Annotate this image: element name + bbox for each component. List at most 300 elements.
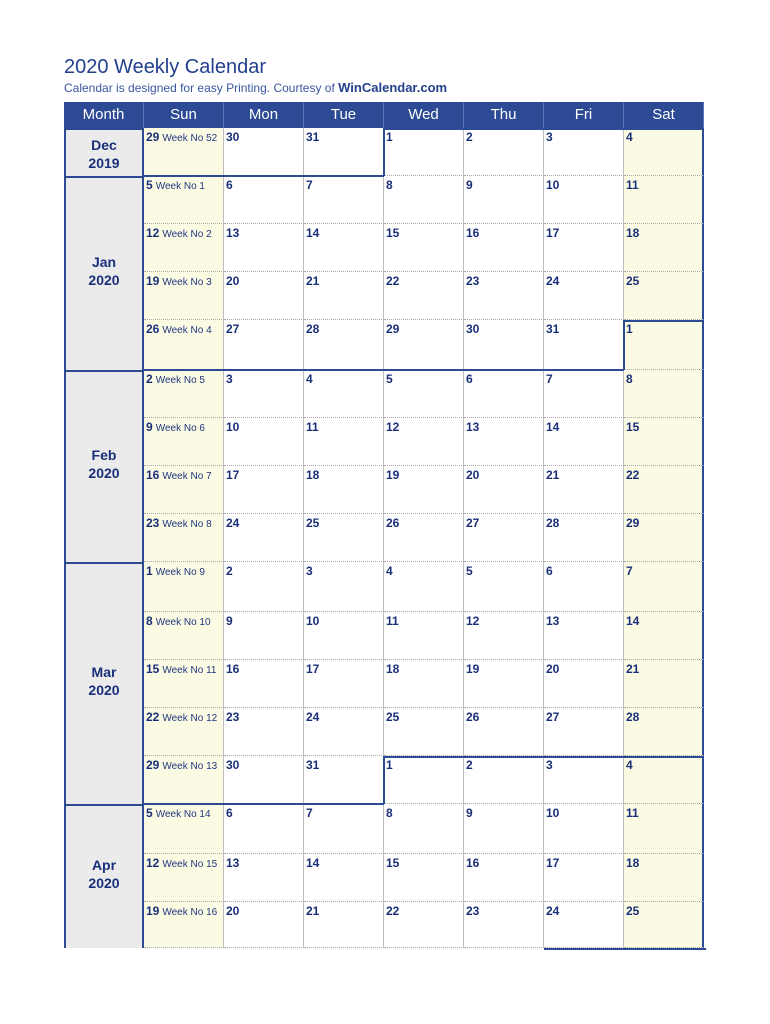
day-cell-thu[interactable] <box>464 176 544 224</box>
day-cell-tue[interactable] <box>304 562 384 612</box>
day-number-text: 20 <box>226 274 240 288</box>
day-number-text: 13 <box>466 420 480 434</box>
day-cell-mon[interactable] <box>224 854 304 902</box>
day-cell-sun[interactable] <box>144 854 224 902</box>
day-number-text: 5 <box>466 564 473 578</box>
day-cell-tue[interactable] <box>304 660 384 708</box>
day-number <box>386 274 399 288</box>
day-cell-fri[interactable] <box>544 612 624 660</box>
day-number <box>466 710 479 724</box>
day-cell-thu[interactable] <box>464 854 544 902</box>
day-number-text: 26 <box>466 710 480 724</box>
month-boundary-line <box>144 803 384 805</box>
day-cell-fri[interactable] <box>544 660 624 708</box>
day-number <box>626 322 633 336</box>
day-number-text: 6 <box>226 806 233 820</box>
day-number-text: 18 <box>626 856 640 870</box>
day-number <box>306 710 319 724</box>
day-cell-tue[interactable] <box>304 272 384 320</box>
day-number <box>386 564 393 578</box>
day-number-text: 23 <box>146 516 160 530</box>
day-number-text: 30 <box>226 758 240 772</box>
day-cell-wed[interactable] <box>384 272 464 320</box>
day-number <box>226 468 239 482</box>
month-name: Mar <box>91 664 117 680</box>
month-boundary-line <box>383 756 385 804</box>
day-number <box>546 226 559 240</box>
weekly-calendar-grid <box>64 102 706 950</box>
day-number <box>626 710 639 724</box>
day-number <box>146 372 205 386</box>
day-number-text: 21 <box>626 662 640 676</box>
day-number-text: 30 <box>226 130 240 144</box>
day-number <box>146 806 211 820</box>
day-number-text: 2 <box>466 758 473 772</box>
day-number <box>546 806 559 820</box>
day-number <box>386 904 399 918</box>
day-number <box>466 420 479 434</box>
day-cell-wed[interactable] <box>384 176 464 224</box>
day-number-text: 31 <box>306 130 320 144</box>
day-cell-mon[interactable] <box>224 320 304 370</box>
week-number-label: Week No 9 <box>155 567 205 578</box>
day-number <box>306 226 319 240</box>
week-number-label: Week No 2 <box>162 229 212 240</box>
day-cell-tue[interactable] <box>304 370 384 418</box>
day-number-text: 11 <box>626 178 639 192</box>
day-number <box>466 130 473 144</box>
day-cell-mon[interactable] <box>224 418 304 466</box>
day-number <box>226 856 239 870</box>
day-number <box>306 420 319 434</box>
day-number <box>226 420 239 434</box>
day-number-text: 20 <box>226 904 240 918</box>
day-cell-fri[interactable] <box>544 708 624 756</box>
day-cell-tue[interactable] <box>304 320 384 370</box>
day-cell-sun[interactable] <box>144 272 224 320</box>
day-number <box>546 274 559 288</box>
day-cell-mon[interactable] <box>224 756 304 804</box>
day-cell-wed[interactable] <box>384 854 464 902</box>
day-cell-fri[interactable] <box>544 224 624 272</box>
day-cell-wed[interactable] <box>384 902 464 948</box>
day-number-text: 1 <box>386 758 393 772</box>
month-boundary-line <box>144 369 624 371</box>
day-cell-mon[interactable] <box>224 660 304 708</box>
day-cell-wed[interactable] <box>384 804 464 854</box>
day-cell-sun[interactable] <box>144 514 224 562</box>
month-cell-apr <box>64 804 144 948</box>
day-number <box>146 904 217 918</box>
day-cell-thu[interactable] <box>464 804 544 854</box>
month-boundary-line <box>383 128 385 176</box>
day-number-text: 29 <box>146 758 160 772</box>
day-cell-sun[interactable] <box>144 562 224 612</box>
day-number-text: 9 <box>466 178 473 192</box>
day-cell-sun[interactable] <box>144 128 224 176</box>
day-cell-tue[interactable] <box>304 466 384 514</box>
day-cell-tue[interactable] <box>304 418 384 466</box>
day-cell-thu[interactable] <box>464 612 544 660</box>
day-number <box>146 322 212 336</box>
day-number <box>146 226 212 240</box>
day-number-text: 9 <box>146 420 153 434</box>
day-cell-fri[interactable] <box>544 418 624 466</box>
week-number-label: Week No 3 <box>162 277 212 288</box>
day-cell-tue[interactable] <box>304 854 384 902</box>
week-number-label: Week No 14 <box>155 809 211 820</box>
day-number-text: 3 <box>546 758 553 772</box>
column-header-month: Month <box>64 102 144 128</box>
day-number <box>626 130 633 144</box>
month-label <box>66 446 142 482</box>
day-cell-tue[interactable] <box>304 224 384 272</box>
day-number-text: 14 <box>306 226 320 240</box>
day-cell-wed[interactable] <box>384 756 464 804</box>
day-number-text: 24 <box>546 904 560 918</box>
day-number-text: 14 <box>306 856 320 870</box>
column-header-fri: Fri <box>544 102 624 128</box>
day-cell-sat[interactable] <box>624 466 704 514</box>
day-cell-tue[interactable] <box>304 804 384 854</box>
day-number-text: 17 <box>226 468 240 482</box>
day-number <box>466 516 479 530</box>
day-cell-mon[interactable] <box>224 902 304 948</box>
day-cell-sat[interactable] <box>624 370 704 418</box>
day-cell-wed[interactable] <box>384 514 464 562</box>
day-cell-sat[interactable] <box>624 224 704 272</box>
day-number <box>306 614 319 628</box>
day-cell-fri[interactable] <box>544 176 624 224</box>
day-cell-thu[interactable] <box>464 128 544 176</box>
month-year: 2019 <box>88 155 120 171</box>
day-number-text: 13 <box>546 614 560 628</box>
day-cell-sun[interactable] <box>144 320 224 370</box>
day-cell-thu[interactable] <box>464 708 544 756</box>
day-number <box>306 806 313 820</box>
week-number-label: Week No 6 <box>155 423 205 434</box>
day-cell-thu[interactable] <box>464 418 544 466</box>
day-number <box>306 130 319 144</box>
day-number <box>226 710 239 724</box>
day-number <box>626 516 639 530</box>
day-cell-sat[interactable] <box>624 418 704 466</box>
day-number <box>146 662 216 676</box>
day-number-text: 27 <box>226 322 240 336</box>
day-number-text: 29 <box>146 130 160 144</box>
day-number-text: 23 <box>466 904 480 918</box>
day-cell-sat[interactable] <box>624 854 704 902</box>
day-number-text: 23 <box>466 274 480 288</box>
day-cell-fri[interactable] <box>544 854 624 902</box>
day-cell-sun[interactable] <box>144 756 224 804</box>
day-number-text: 15 <box>386 856 400 870</box>
month-label <box>66 253 142 289</box>
day-number-text: 16 <box>146 468 160 482</box>
month-cell-feb <box>64 370 144 562</box>
week-number-label: Week No 8 <box>162 519 212 530</box>
day-cell-sun[interactable] <box>144 660 224 708</box>
day-cell-sun[interactable] <box>144 466 224 514</box>
day-number-text: 18 <box>626 226 640 240</box>
day-number <box>306 178 313 192</box>
day-cell-sat[interactable] <box>624 902 704 948</box>
day-cell-sun[interactable] <box>144 176 224 224</box>
month-cell-jan <box>64 176 144 370</box>
day-number <box>306 856 319 870</box>
day-cell-sat[interactable] <box>624 320 704 370</box>
day-cell-mon[interactable] <box>224 370 304 418</box>
day-cell-sat[interactable] <box>624 128 704 176</box>
day-cell-sat[interactable] <box>624 176 704 224</box>
day-cell-fri[interactable] <box>544 514 624 562</box>
day-number-text: 15 <box>626 420 640 434</box>
day-cell-fri[interactable] <box>544 562 624 612</box>
day-cell-wed[interactable] <box>384 466 464 514</box>
day-cell-fri[interactable] <box>544 320 624 370</box>
day-number-text: 22 <box>386 274 400 288</box>
day-number <box>546 468 559 482</box>
day-cell-thu[interactable] <box>464 660 544 708</box>
day-number-text: 19 <box>386 468 400 482</box>
day-cell-wed[interactable] <box>384 562 464 612</box>
day-cell-sat[interactable] <box>624 272 704 320</box>
day-number-text: 19 <box>146 274 160 288</box>
day-cell-thu[interactable] <box>464 902 544 948</box>
day-cell-sun[interactable] <box>144 370 224 418</box>
day-number <box>306 372 313 386</box>
column-header-mon: Mon <box>224 102 304 128</box>
week-number-label: Week No 16 <box>162 907 218 918</box>
day-cell-sat[interactable] <box>624 514 704 562</box>
day-number <box>546 178 559 192</box>
day-number-text: 6 <box>466 372 473 386</box>
day-number <box>146 564 205 578</box>
day-cell-mon[interactable] <box>224 224 304 272</box>
day-number <box>306 274 319 288</box>
day-number-text: 20 <box>546 662 560 676</box>
page-title: 2020 Weekly Calendar <box>64 56 266 78</box>
day-number <box>466 226 479 240</box>
day-cell-mon[interactable] <box>224 562 304 612</box>
day-number <box>386 322 399 336</box>
day-number-text: 3 <box>226 372 233 386</box>
day-cell-sun[interactable] <box>144 418 224 466</box>
week-number-label: Week No 52 <box>162 133 218 144</box>
day-cell-fri[interactable] <box>544 128 624 176</box>
day-cell-mon[interactable] <box>224 708 304 756</box>
day-number <box>626 468 639 482</box>
day-number <box>626 614 639 628</box>
day-number <box>386 614 399 628</box>
day-number-text: 1 <box>626 322 633 336</box>
day-number <box>226 904 239 918</box>
day-cell-fri[interactable] <box>544 370 624 418</box>
day-cell-thu[interactable] <box>464 466 544 514</box>
day-cell-tue[interactable] <box>304 514 384 562</box>
day-number-text: 25 <box>386 710 400 724</box>
day-number-text: 24 <box>306 710 320 724</box>
day-number <box>466 468 479 482</box>
day-number <box>226 130 239 144</box>
day-cell-mon[interactable] <box>224 466 304 514</box>
day-cell-wed[interactable] <box>384 612 464 660</box>
month-boundary-line <box>384 756 704 758</box>
week-number-label: Week No 7 <box>162 471 212 482</box>
day-cell-sun[interactable] <box>144 804 224 854</box>
day-number <box>626 856 639 870</box>
month-label <box>66 663 142 699</box>
day-number-text: 17 <box>546 226 560 240</box>
column-header-tue: Tue <box>304 102 384 128</box>
day-number <box>386 856 399 870</box>
day-cell-fri[interactable] <box>544 804 624 854</box>
day-number <box>386 372 393 386</box>
day-cell-thu[interactable] <box>464 514 544 562</box>
column-header-sat: Sat <box>624 102 704 128</box>
day-number <box>146 614 211 628</box>
day-cell-fri[interactable] <box>544 466 624 514</box>
day-cell-thu[interactable] <box>464 562 544 612</box>
day-cell-wed[interactable] <box>384 370 464 418</box>
day-cell-thu[interactable] <box>464 370 544 418</box>
day-cell-wed[interactable] <box>384 418 464 466</box>
day-number <box>466 322 479 336</box>
month-year: 2020 <box>88 272 120 288</box>
day-number-text: 28 <box>626 710 640 724</box>
day-number-text: 11 <box>306 420 319 434</box>
day-cell-fri[interactable] <box>544 902 624 948</box>
day-cell-sat[interactable] <box>624 562 704 612</box>
day-number <box>306 662 319 676</box>
day-number-text: 9 <box>466 806 473 820</box>
day-number-text: 2 <box>466 130 473 144</box>
month-name: Feb <box>91 447 117 463</box>
day-number-text: 29 <box>386 322 400 336</box>
day-number-text: 26 <box>146 322 160 336</box>
month-boundary-line <box>624 320 704 322</box>
month-name: Jan <box>91 254 117 270</box>
day-number <box>546 564 553 578</box>
day-cell-mon[interactable] <box>224 272 304 320</box>
day-number <box>226 758 239 772</box>
day-cell-thu[interactable] <box>464 756 544 804</box>
day-cell-sun[interactable] <box>144 612 224 660</box>
week-number-label: Week No 4 <box>162 325 212 336</box>
day-number-text: 11 <box>386 614 399 628</box>
month-boundary-line <box>544 948 706 950</box>
day-cell-tue[interactable] <box>304 708 384 756</box>
day-cell-mon[interactable] <box>224 128 304 176</box>
day-cell-sun[interactable] <box>144 902 224 948</box>
day-number <box>546 710 559 724</box>
day-number-text: 16 <box>466 856 480 870</box>
day-number <box>546 758 553 772</box>
day-cell-wed[interactable] <box>384 660 464 708</box>
day-number-text: 5 <box>146 806 153 820</box>
day-cell-tue[interactable] <box>304 128 384 176</box>
day-number-text: 4 <box>306 372 313 386</box>
day-cell-tue[interactable] <box>304 176 384 224</box>
day-cell-tue[interactable] <box>304 612 384 660</box>
day-number <box>226 516 239 530</box>
day-number <box>146 178 205 192</box>
day-number-text: 10 <box>226 420 240 434</box>
month-year: 2020 <box>88 465 120 481</box>
column-header-thu: Thu <box>464 102 544 128</box>
day-cell-sat[interactable] <box>624 804 704 854</box>
day-cell-fri[interactable] <box>544 272 624 320</box>
month-boundary-line <box>144 175 384 177</box>
week-number-label: Week No 12 <box>162 713 218 724</box>
day-number-text: 5 <box>146 178 153 192</box>
day-number <box>626 564 633 578</box>
wincalendar-link[interactable]: WinCalendar.com <box>338 80 448 95</box>
month-cell-mar <box>64 562 144 804</box>
day-cell-thu[interactable] <box>464 320 544 370</box>
day-cell-tue[interactable] <box>304 756 384 804</box>
day-number-text: 7 <box>546 372 553 386</box>
day-cell-wed[interactable] <box>384 708 464 756</box>
day-number <box>226 178 233 192</box>
day-cell-sat[interactable] <box>624 708 704 756</box>
day-number-text: 6 <box>226 178 233 192</box>
day-cell-mon[interactable] <box>224 176 304 224</box>
day-cell-wed[interactable] <box>384 128 464 176</box>
day-cell-wed[interactable] <box>384 320 464 370</box>
day-number <box>386 710 399 724</box>
day-number-text: 22 <box>146 710 160 724</box>
day-number <box>386 758 393 772</box>
day-cell-thu[interactable] <box>464 224 544 272</box>
day-number <box>306 758 319 772</box>
month-label <box>66 856 142 892</box>
day-number <box>466 372 473 386</box>
day-cell-tue[interactable] <box>304 902 384 948</box>
day-number-text: 12 <box>386 420 400 434</box>
day-number-text: 21 <box>306 904 320 918</box>
month-cell-dec <box>64 128 144 176</box>
day-number <box>546 372 553 386</box>
day-cell-sat[interactable] <box>624 660 704 708</box>
day-number <box>306 904 319 918</box>
day-number <box>626 178 639 192</box>
day-cell-sat[interactable] <box>624 756 704 804</box>
day-number <box>546 420 559 434</box>
day-number <box>546 856 559 870</box>
day-cell-sat[interactable] <box>624 612 704 660</box>
day-cell-mon[interactable] <box>224 514 304 562</box>
day-number-text: 26 <box>386 516 400 530</box>
day-cell-mon[interactable] <box>224 612 304 660</box>
day-number-text: 12 <box>466 614 480 628</box>
day-number-text: 4 <box>626 130 633 144</box>
day-number-text: 14 <box>546 420 560 434</box>
day-cell-thu[interactable] <box>464 272 544 320</box>
day-number-text: 4 <box>626 758 633 772</box>
day-cell-sun[interactable] <box>144 708 224 756</box>
day-number-text: 23 <box>226 710 240 724</box>
day-number <box>146 420 205 434</box>
day-number <box>146 758 217 772</box>
day-number-text: 29 <box>626 516 640 530</box>
day-cell-wed[interactable] <box>384 224 464 272</box>
day-cell-sun[interactable] <box>144 224 224 272</box>
day-cell-fri[interactable] <box>544 756 624 804</box>
day-cell-mon[interactable] <box>224 804 304 854</box>
day-number <box>466 178 473 192</box>
day-number-text: 27 <box>466 516 480 530</box>
